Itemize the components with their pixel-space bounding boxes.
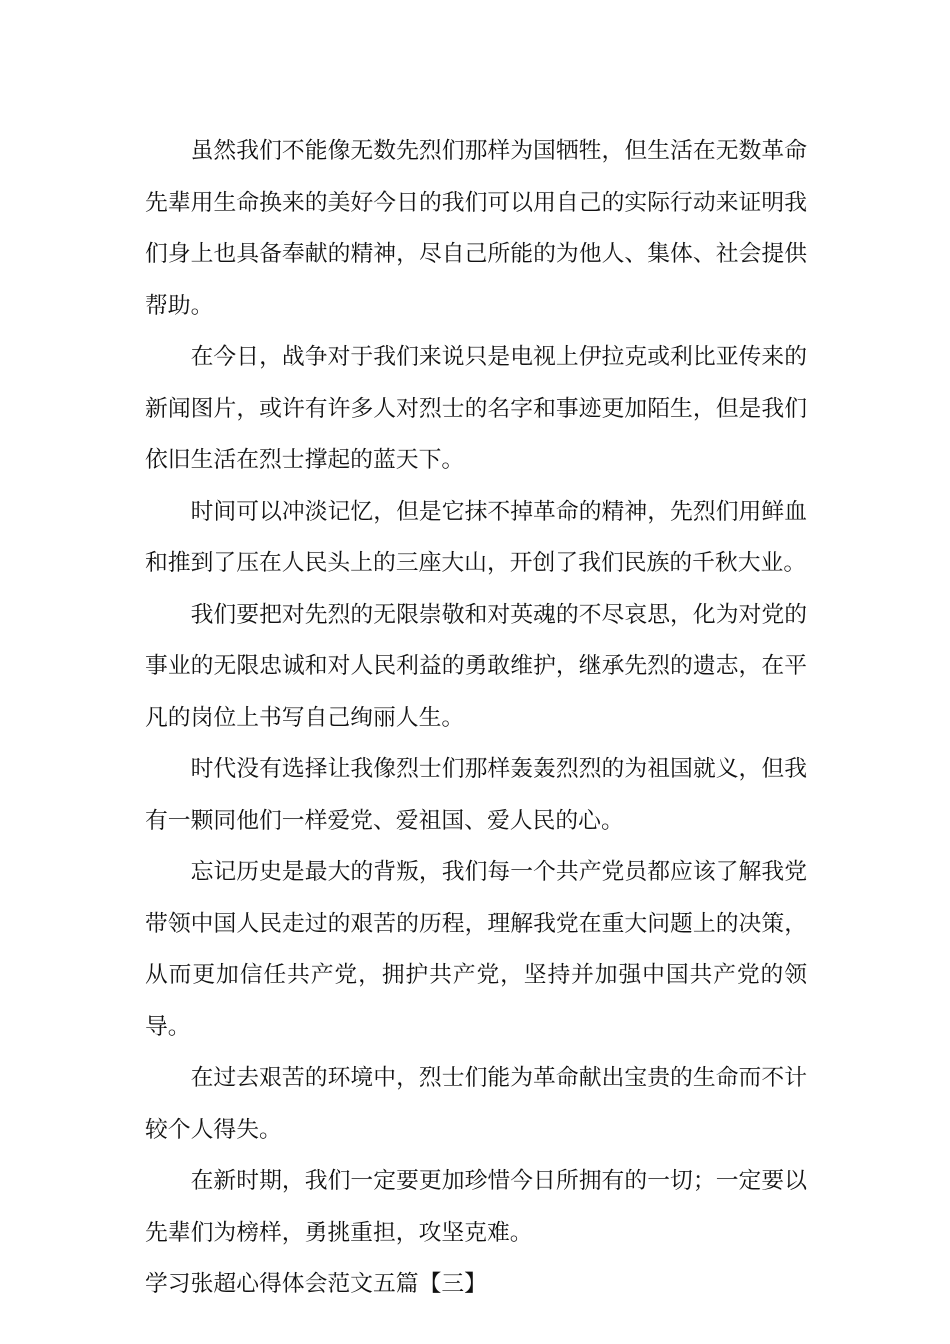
paragraph-8: 在新时期，我们一定要更加珍惜今日所拥有的一切；一定要以先辈们为榜样，勇挑重担，攻坚克难。 [145,1168,807,1246]
paragraph-6: 忘记历史是最大的背叛，我们每一个共产党员都应该了解我党带领中国人民走过的艰苦的历程，理解我党在重大问题上的决策，从而更加信任共产党，拥护共产党，坚持并加强中国共产党的领导。 [145,859,807,1040]
paragraph-1: 虽然我们不能像无数先烈们那样为国牺牲，但生活在无数革命先辈用生命换来的美好今日的我们可以用自己的实际行动来证明我们身上也具备奉献的精神，尽自己所能的为他人、集体、社会提供帮助。 [145,138,807,319]
paragraph-5: 时代没有选择让我像烈士们那样轰轰烈烈的为祖国就义，但我有一颗同他们一样爱党、爱祖国、爱人民的心。 [145,756,807,834]
paragraph-2: 在今日，战争对于我们来说只是电视上伊拉克或利比亚传来的新闻图片，或许有许多人对烈士的名字和事迹更加陌生，但是我们依旧生活在烈士撑起的蓝天下。 [145,344,807,473]
paragraph-7: 在过去艰苦的环境中，烈士们能为革命献出宝贵的生命而不计较个人得失。 [145,1065,807,1143]
paragraph-4: 我们要把对先烈的无限崇敬和对英魂的不尽哀思，化为对党的事业的无限忠诚和对人民利益的勇敢维护，继承先烈的遗志，在平凡的岗位上书写自己绚丽人生。 [145,601,807,731]
paragraph-3: 时间可以冲淡记忆，但是它抹不掉革命的精神，先烈们用鲜血和推到了压在人民头上的三座大山，开创了我们民族的千秋大业。 [145,498,807,576]
section-heading: 学习张超心得体会范文五篇【三】 [145,1271,487,1297]
document-body [145,126,807,1311]
